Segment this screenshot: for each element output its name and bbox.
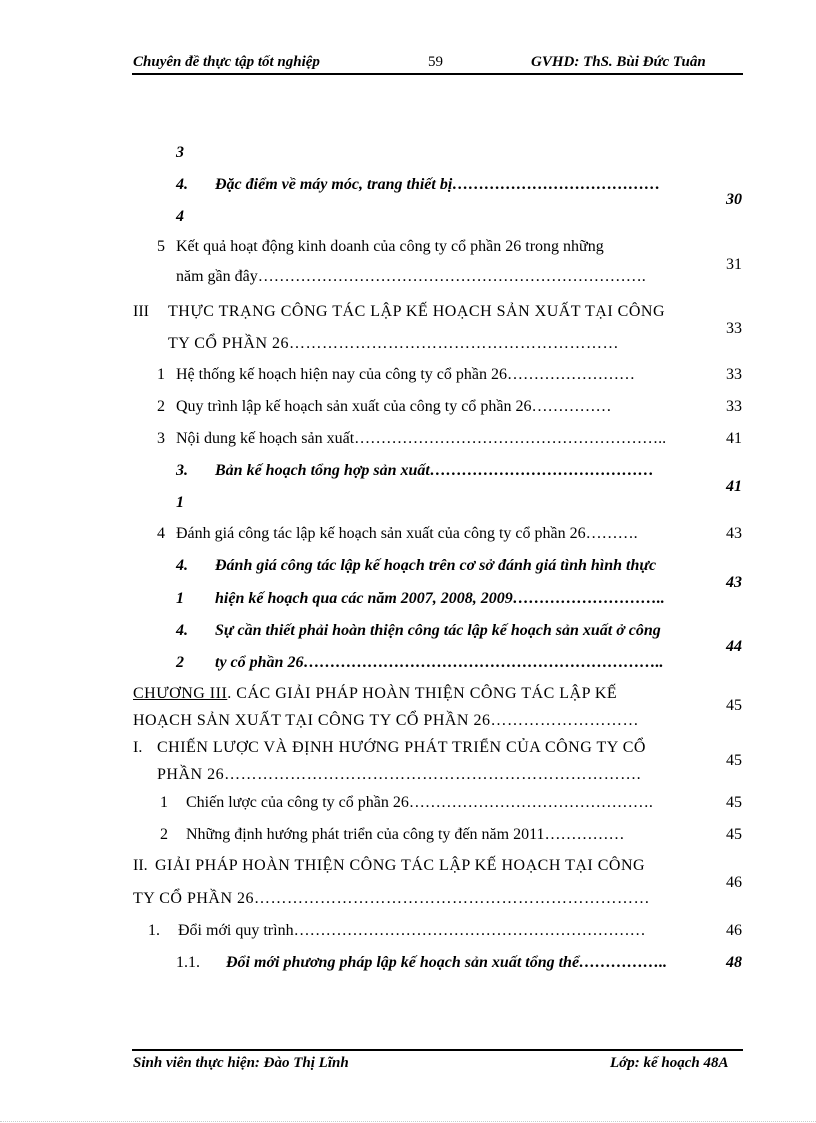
toc-num: III xyxy=(133,303,149,320)
toc-num: 1 xyxy=(176,494,184,511)
toc-page: 41 xyxy=(726,430,742,447)
toc-text: Bản kế hoạch tổng hợp sản xuất…………………………………… xyxy=(215,462,654,479)
toc-num: I. xyxy=(133,739,143,756)
toc-page: 44 xyxy=(726,638,742,655)
toc-text: hiện kế hoạch qua các năm 2007, 2008, 2009……………………….. xyxy=(215,590,665,607)
toc-num: 3. xyxy=(176,462,188,479)
footer-class: Lớp: kế hoạch 48A xyxy=(610,1055,729,1071)
toc-page: 45 xyxy=(726,794,742,811)
toc-num: II. xyxy=(133,857,148,874)
toc-num: 2 xyxy=(157,398,165,415)
header-supervisor: GVHD: ThS. Bùi Đức Tuân xyxy=(531,54,706,70)
header-rule xyxy=(132,73,743,75)
toc-text: PHẦN 26…………………………………………………………………. xyxy=(157,766,642,783)
toc-text: Hệ thống kế hoạch hiện nay của công ty cổ phần 26…………………… xyxy=(176,366,636,383)
toc-text: Sự cần thiết phải hoàn thiện công tác lập kế hoạch sản xuất ở công xyxy=(215,622,661,639)
toc-num: 1 xyxy=(160,794,168,811)
toc-text: CHIẾN LƯỢC VÀ ĐỊNH HƯỚNG PHÁT TRIỂN CỦA CÔNG TY CỔ xyxy=(157,739,646,756)
toc-page: 43 xyxy=(726,574,742,591)
toc-page: 45 xyxy=(726,697,742,714)
toc-page: 41 xyxy=(726,478,742,495)
footer-student: Sinh viên thực hiện: Đào Thị Lĩnh xyxy=(133,1055,349,1071)
toc-num: 4. xyxy=(176,557,188,574)
toc-page: 33 xyxy=(726,366,742,383)
toc-page: 33 xyxy=(726,398,742,415)
toc-num: 4. xyxy=(176,622,188,639)
toc-text: TY CỔ PHẦN 26……………………………………………………………… xyxy=(133,890,651,907)
toc-text: ty cổ phần 26………………………………………………………….. xyxy=(215,654,664,671)
toc-num: 1 xyxy=(176,590,184,607)
toc-num: 3 xyxy=(176,144,184,161)
toc-page: 45 xyxy=(726,752,742,769)
toc-page: 45 xyxy=(726,826,742,843)
toc-num: 1.1. xyxy=(176,954,200,971)
toc-text: Kết quả hoạt động kinh doanh của công ty cổ phần 26 trong những xyxy=(176,238,604,255)
toc-text: Chiến lược của công ty cổ phần 26………………………………………. xyxy=(186,794,653,811)
toc-text: Nội dung kế hoạch sản xuất………………………………………………….. xyxy=(176,430,667,447)
toc-text: Quy trình lập kế hoạch sản xuất của công ty cổ phần 26…………… xyxy=(176,398,612,415)
toc-num: 1. xyxy=(148,922,160,939)
toc-text: HOẠCH SẢN XUẤT TẠI CÔNG TY CỔ PHẦN 26……………………… xyxy=(133,712,639,729)
toc-page: 46 xyxy=(726,922,742,939)
toc-num: 4 xyxy=(176,208,184,225)
toc-text: năm gần đây………………………………………………………………. xyxy=(176,268,646,285)
toc-page: 30 xyxy=(726,191,742,208)
toc-num: 2 xyxy=(176,654,184,671)
footer-rule xyxy=(132,1049,743,1051)
toc-num: 2 xyxy=(160,826,168,843)
toc-text: Đổi mới quy trình………………………………………………………… xyxy=(178,922,646,939)
toc-page: 33 xyxy=(726,320,742,337)
toc-page: 48 xyxy=(726,954,742,971)
toc-text: TY CỔ PHẦN 26…………………………………………………… xyxy=(168,335,620,352)
toc-chapter xyxy=(133,685,617,703)
chapter-label: CHƯƠNG III xyxy=(133,685,228,702)
toc-text: Đặc điểm về máy móc, trang thiết bị………………………………… xyxy=(215,176,661,193)
toc-page: 43 xyxy=(726,525,742,542)
toc-text: Đánh giá công tác lập kế hoạch trên cơ sở đánh giá tình hình thực xyxy=(215,557,657,574)
toc-num: 4 xyxy=(157,525,165,542)
toc-page: 31 xyxy=(726,256,742,273)
toc-num: 5 xyxy=(157,238,165,255)
toc-text: Đánh giá công tác lập kế hoạch sản xuất của công ty cổ phần 26………. xyxy=(176,525,638,542)
toc-page: 46 xyxy=(726,874,742,891)
toc-text: THỰC TRẠNG CÔNG TÁC LẬP KẾ HOẠCH SẢN XUẤT TẠI CÔNG xyxy=(168,303,665,320)
toc-text: Những định hướng phát triển của công ty đến năm 2011…………… xyxy=(186,826,625,843)
header-page-number: 59 xyxy=(428,54,443,70)
toc-text: . CÁC GIẢI PHÁP HOÀN THIỆN CÔNG TÁC LẬP KẾ xyxy=(227,685,618,702)
header-title: Chuyên đề thực tập tốt nghiệp xyxy=(133,54,320,70)
toc-num: 3 xyxy=(157,430,165,447)
toc-num: 1 xyxy=(157,366,165,383)
toc-text: GIẢI PHÁP HOÀN THIỆN CÔNG TÁC LẬP KẾ HOẠCH TẠI CÔNG xyxy=(155,857,646,874)
toc-num: 4. xyxy=(176,176,188,193)
toc-text: Đổi mới phương pháp lập kế hoạch sản xuất tổng thể…………….. xyxy=(226,954,668,971)
